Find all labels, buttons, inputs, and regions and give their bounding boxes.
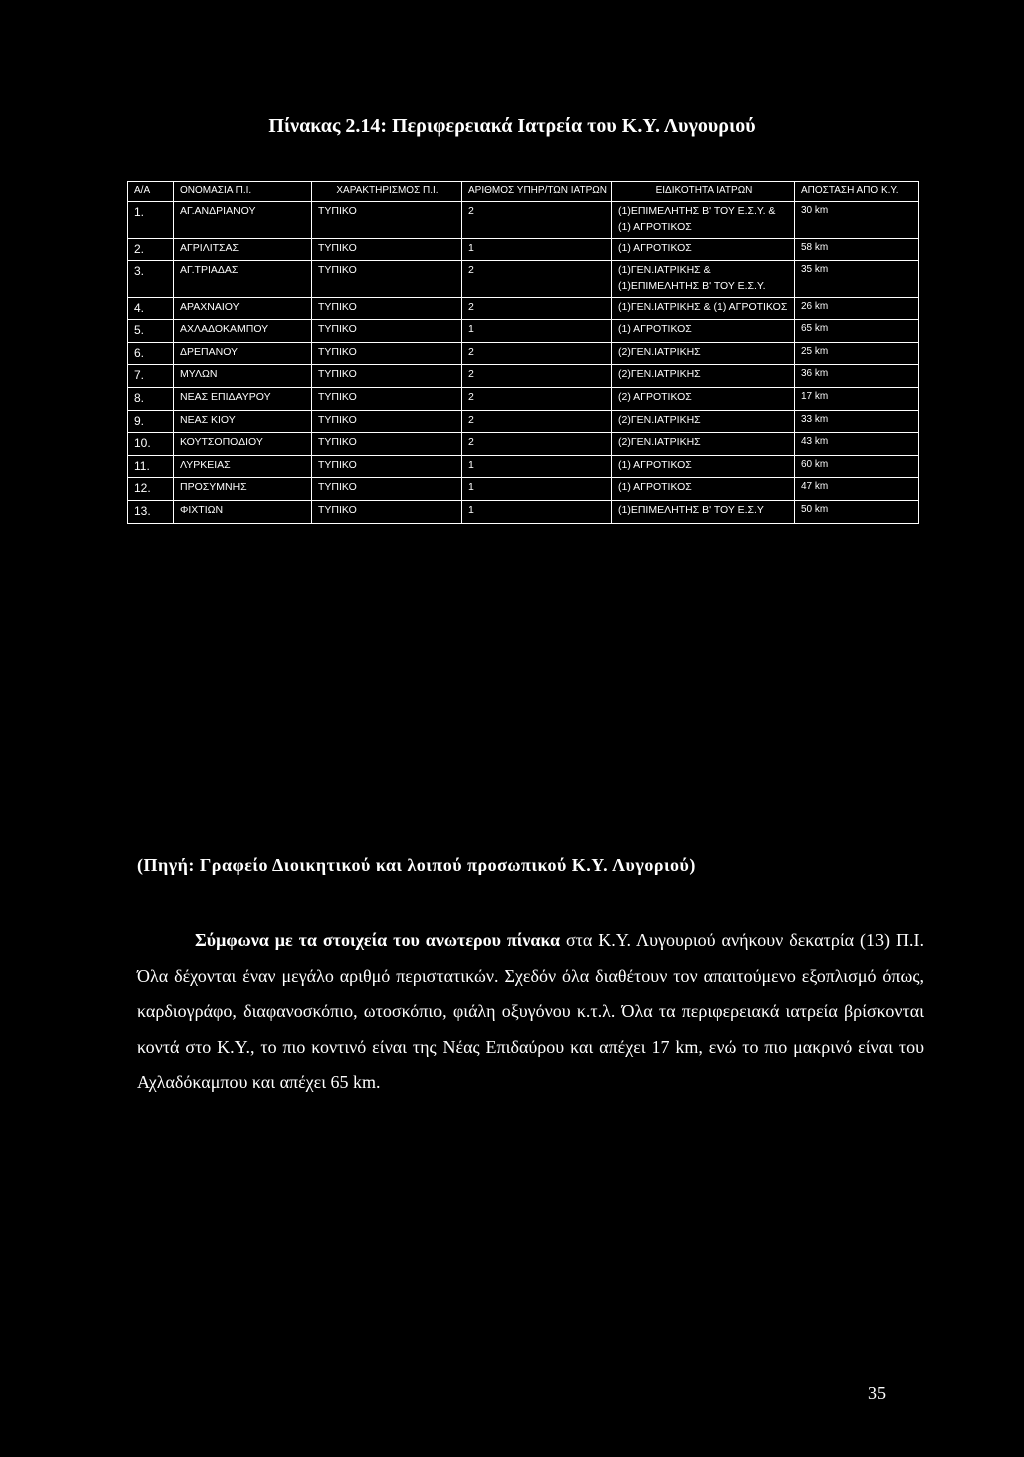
table-row	[128, 261, 919, 298]
header-type: ΧΑΡΑΚΤΗΡΙΣΜΟΣ Π.Ι.	[312, 182, 462, 202]
cell-type: ΤΥΠΙΚΟ	[312, 297, 462, 320]
cell-name: ΛΥΡΚΕΙΑΣ	[174, 455, 312, 478]
cell-distance: 25 km	[795, 342, 919, 365]
cell-type: ΤΥΠΙΚΟ	[312, 238, 462, 261]
table-source: (Πηγή: Γραφείο Διοικητικού και λοιπού προσωπικού Κ.Υ. Λυγοριού)	[137, 855, 696, 875]
header-aa: Α/Α	[128, 182, 174, 202]
cell-distance: 58 km	[795, 238, 919, 261]
cell-aa: 12.	[128, 478, 174, 501]
table-row	[128, 365, 919, 388]
header-doctors: ΑΡΙΘΜΟΣ ΥΠΗΡ/ΤΩΝ ΙΑΤΡΩΝ	[462, 182, 612, 202]
cell-type: ΤΥΠΙΚΟ	[312, 320, 462, 343]
cell-distance: 30 km	[795, 202, 919, 239]
cell-distance: 50 km	[795, 501, 919, 524]
cell-specialty: (2)ΓΕΝ.ΙΑΤΡΙΚΗΣ	[612, 410, 795, 433]
cell-distance: 43 km	[795, 433, 919, 456]
cell-doctors: 2	[462, 297, 612, 320]
cell-type: ΤΥΠΙΚΟ	[312, 433, 462, 456]
cell-distance: 17 km	[795, 388, 919, 411]
cell-specialty: (1) ΑΓΡΟΤΙΚΟΣ	[612, 320, 795, 343]
cell-type: ΤΥΠΙΚΟ	[312, 455, 462, 478]
cell-doctors: 1	[462, 320, 612, 343]
cell-specialty: (1)ΓΕΝ.ΙΑΤΡΙΚΗΣ & (1) ΑΓΡΟΤΙΚΟΣ	[612, 297, 795, 320]
cell-distance: 65 km	[795, 320, 919, 343]
cell-doctors: 2	[462, 342, 612, 365]
cell-specialty: (1) ΑΓΡΟΤΙΚΟΣ	[612, 455, 795, 478]
cell-doctors: 1	[462, 455, 612, 478]
cell-aa: 10.	[128, 433, 174, 456]
cell-distance: 26 km	[795, 297, 919, 320]
cell-aa: 8.	[128, 388, 174, 411]
health-centers-table	[127, 181, 919, 524]
cell-type: ΤΥΠΙΚΟ	[312, 478, 462, 501]
cell-name: ΜΥΛΩΝ	[174, 365, 312, 388]
cell-type: ΤΥΠΙΚΟ	[312, 261, 462, 298]
cell-name: ΑΓΡΙΛΙΤΣΑΣ	[174, 238, 312, 261]
cell-type: ΤΥΠΙΚΟ	[312, 342, 462, 365]
table-row	[128, 238, 919, 261]
cell-type: ΤΥΠΙΚΟ	[312, 202, 462, 239]
table-row	[128, 342, 919, 365]
cell-aa: 13.	[128, 501, 174, 524]
cell-doctors: 2	[462, 202, 612, 239]
cell-doctors: 1	[462, 501, 612, 524]
cell-distance: 60 km	[795, 455, 919, 478]
cell-name: ΑΓ.ΑΝΔΡΙΑΝΟΥ	[174, 202, 312, 239]
table-header-row	[128, 182, 919, 202]
cell-distance: 33 km	[795, 410, 919, 433]
cell-aa: 9.	[128, 410, 174, 433]
table-row	[128, 410, 919, 433]
cell-specialty: (1)ΕΠΙΜΕΛΗΤΗΣ Β' ΤΟΥ Ε.Σ.Υ. & (1) ΑΓΡΟΤΙΚΟΣ	[612, 202, 795, 239]
cell-doctors: 2	[462, 365, 612, 388]
cell-type: ΤΥΠΙΚΟ	[312, 501, 462, 524]
cell-name: ΔΡΕΠΑΝΟΥ	[174, 342, 312, 365]
cell-specialty: (1) ΑΓΡΟΤΙΚΟΣ	[612, 238, 795, 261]
paragraph-body: στα Κ.Υ. Λυγουριού ανήκουν δεκατρία (13) Π.Ι. Όλα δέχονται έναν μεγάλο αριθμό περιστατικών. Σχεδόν όλα διαθέτουν τον απαιτούμενο εξοπλισμό όπως, καρδιογράφο, διαφανοσκόπιο, ωτοσκόπιο, φιάλη οξυγόνου κ.τ.λ. Όλα τα περιφερειακά ιατρεία βρίσκονται κοντά στο Κ.Υ., το πιο κοντινό είναι της Νέας Επιδαύρου και απέχει 17 km, ενώ το πιο μακρινό είναι του Αχλαδόκαμπου και απέχει 65 km.	[137, 930, 924, 1092]
header-name: ΟΝΟΜΑΣΙΑ Π.Ι.	[174, 182, 312, 202]
cell-aa: 5.	[128, 320, 174, 343]
table-row	[128, 455, 919, 478]
cell-doctors: 2	[462, 388, 612, 411]
cell-specialty: (1)ΓΕΝ.ΙΑΤΡΙΚΗΣ & (1)ΕΠΙΜΕΛΗΤΗΣ Β' ΤΟΥ Ε.Σ.Υ.	[612, 261, 795, 298]
summary-paragraph	[137, 923, 924, 1101]
cell-name: ΝΕΑΣ ΚΙΟΥ	[174, 410, 312, 433]
cell-doctors: 1	[462, 238, 612, 261]
cell-aa: 3.	[128, 261, 174, 298]
cell-distance: 47 km	[795, 478, 919, 501]
cell-doctors: 2	[462, 261, 612, 298]
cell-aa: 7.	[128, 365, 174, 388]
table-row	[128, 297, 919, 320]
table-row	[128, 433, 919, 456]
cell-name: ΠΡΟΣΥΜΝΗΣ	[174, 478, 312, 501]
cell-doctors: 2	[462, 433, 612, 456]
cell-type: ΤΥΠΙΚΟ	[312, 388, 462, 411]
cell-specialty: (1)ΕΠΙΜΕΛΗΤΗΣ Β' ΤΟΥ Ε.Σ.Υ	[612, 501, 795, 524]
paragraph-lead: Σύμφωνα με τα στοιχεία του ανωτερου πίνακα	[195, 930, 560, 950]
cell-distance: 35 km	[795, 261, 919, 298]
page-number: 35	[868, 1383, 886, 1403]
cell-name: ΝΕΑΣ ΕΠΙΔΑΥΡΟΥ	[174, 388, 312, 411]
table-title: Πίνακας 2.14: Περιφερειακά Ιατρεία του Κ.Υ. Λυγουριού	[268, 115, 756, 137]
cell-specialty: (2)ΓΕΝ.ΙΑΤΡΙΚΗΣ	[612, 342, 795, 365]
cell-specialty: (1) ΑΓΡΟΤΙΚΟΣ	[612, 478, 795, 501]
cell-aa: 6.	[128, 342, 174, 365]
cell-specialty: (2) ΑΓΡΟΤΙΚΟΣ	[612, 388, 795, 411]
cell-distance: 36 km	[795, 365, 919, 388]
cell-aa: 1.	[128, 202, 174, 239]
table-row	[128, 501, 919, 524]
table-row	[128, 478, 919, 501]
table-row	[128, 202, 919, 239]
cell-name: ΑΧΛΑΔΟΚΑΜΠΟΥ	[174, 320, 312, 343]
cell-aa: 2.	[128, 238, 174, 261]
cell-doctors: 1	[462, 478, 612, 501]
cell-name: ΦΙΧΤΙΩΝ	[174, 501, 312, 524]
cell-type: ΤΥΠΙΚΟ	[312, 410, 462, 433]
cell-specialty: (2)ΓΕΝ.ΙΑΤΡΙΚΗΣ	[612, 433, 795, 456]
cell-doctors: 2	[462, 410, 612, 433]
cell-name: ΑΓ.ΤΡΙΑΔΑΣ	[174, 261, 312, 298]
cell-specialty: (2)ΓΕΝ.ΙΑΤΡΙΚΗΣ	[612, 365, 795, 388]
cell-type: ΤΥΠΙΚΟ	[312, 365, 462, 388]
table-row	[128, 320, 919, 343]
header-specialty: ΕΙΔΙΚΟΤΗΤΑ ΙΑΤΡΩΝ	[612, 182, 795, 202]
cell-name: ΚΟΥΤΣΟΠΟΔΙΟΥ	[174, 433, 312, 456]
cell-aa: 4.	[128, 297, 174, 320]
header-distance: ΑΠΟΣΤΑΣΗ ΑΠΟ Κ.Υ.	[795, 182, 919, 202]
cell-aa: 11.	[128, 455, 174, 478]
cell-name: ΑΡΑΧΝΑΙΟΥ	[174, 297, 312, 320]
table-row	[128, 388, 919, 411]
